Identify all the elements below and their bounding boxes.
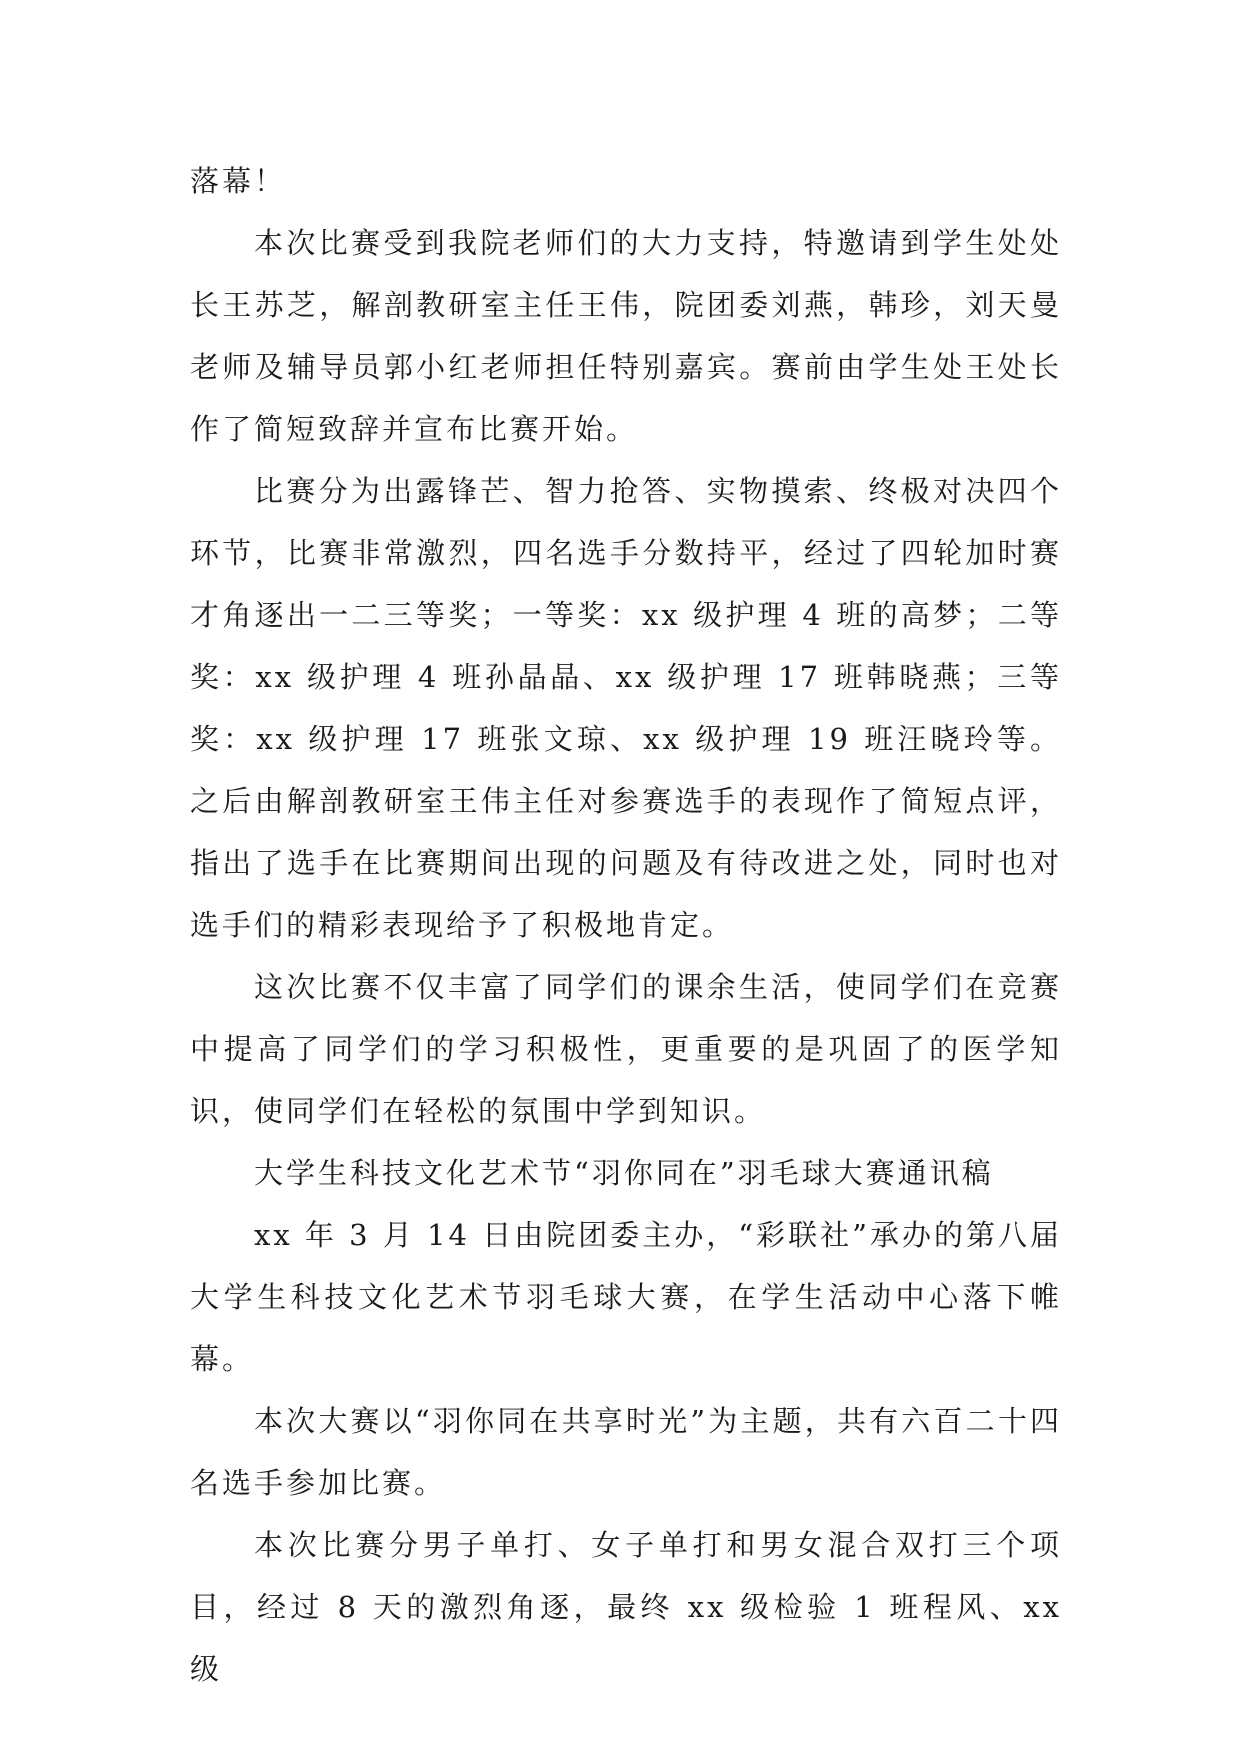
paragraph-events: 本次比赛分男子单打、女子单打和男女混合双打三个项目，经过 8 天的激烈角逐，最终 xx 级检验 1 班程风、xx 级	[190, 1528, 1062, 1686]
paragraph-theme: 本次大赛以“羽你同在共享时光”为主题，共有六百二十四名选手参加比赛。	[190, 1404, 1062, 1500]
document-body	[190, 150, 1062, 1700]
article-heading: 大学生科技文化艺术节“羽你同在”羽毛球大赛通讯稿	[254, 1156, 994, 1190]
paragraph-summary: 这次比赛不仅丰富了同学们的课余生活，使同学们在竞赛中提高了同学们的学习积极性，更重要的是巩固了的医学知识，使同学们在轻松的氛围中学到知识。	[190, 970, 1062, 1128]
paragraph-guests: 本次比赛受到我院老师们的大力支持，特邀请到学生处处长王苏芝，解剖教研室主任王伟，院团委刘燕，韩珍，刘天曼老师及辅导员郭小红老师担任特别嘉宾。赛前由学生处王处长作了简短致辞并宣布比赛开始。	[190, 226, 1062, 446]
paragraph-closing: 落幕！	[190, 164, 287, 198]
paragraph-intro: xx 年 3 月 14 日由院团委主办，“彩联社”承办的第八届大学生科技文化艺术节羽毛球大赛，在学生活动中心落下帷幕。	[190, 1218, 1062, 1376]
paragraph-results: 比赛分为出露锋芒、智力抢答、实物摸索、终极对决四个环节，比赛非常激烈，四名选手分数持平，经过了四轮加时赛才角逐出一二三等奖；一等奖：xx 级护理 4 班的高梦；二等奖：xx 级护理 4 班孙晶晶、xx 级护理 17 班韩晓燕；三等奖：xx 级护理 17 班张文琼、xx 级护理 19 班汪晓玲等。之后由解剖教研室王伟主任对参赛选手的表现作了简短点评，指出了选手在比赛期间出现的问题及有待改进之处，同时也对选手们的精彩表现给予了积极地肯定。	[190, 474, 1062, 942]
